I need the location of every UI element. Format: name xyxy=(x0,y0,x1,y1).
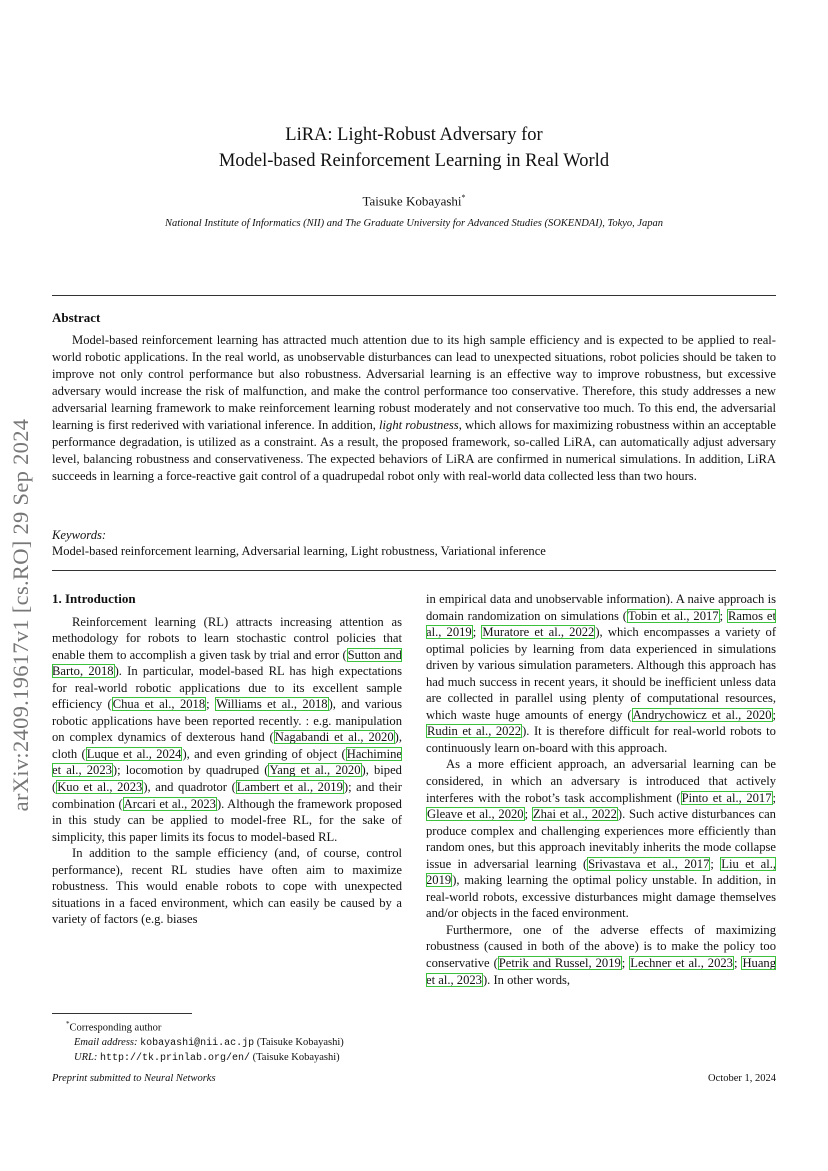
section-heading: 1. Introduction xyxy=(52,591,136,606)
email-link[interactable]: kobayashi@nii.ac.jp xyxy=(140,1037,255,1049)
citation-link[interactable]: Sutton and Barto, 2018 xyxy=(52,647,402,679)
url-link[interactable]: http://tk.prinlab.org/en/ xyxy=(99,1052,250,1064)
abstract-part-1: Model-based reinforcement learning has attracted much attention due to its high sample efficiency and is expected to be applied to real-world robotic applications. In the real world, as unobservable disturbances can lead to unexpected situations, robot policies should be taken to improve not only control performance but also robustness. Adversarial learning is an effective way to improve robustness, but excessive adversary would increase the risk of malfunction, and make the control performance too conservative. Therefore, this study addresses a new adversarial learning framework to make reinforcement learning robust moderately and not conservative too much. To this end, the adversarial learning is first rederived with variational inference. In addition, xyxy=(52,333,776,433)
citation-link[interactable]: Rudin et al., 2022 xyxy=(427,724,522,739)
citation-link[interactable]: Yang et al., 2020 xyxy=(269,763,361,778)
intro-paragraph-4: Furthermore, one of the adverse effects of maximizing robustness (caused in both of the above) is to make the policy too conservative (Petrik and Russel, 2019; Lechner et al., 2023; Huang et al., 2023). In other words, xyxy=(426,922,777,987)
left-column xyxy=(52,591,402,928)
affiliation: National Institute of Informatics (NII) and The Graduate University for Advanced Studies (SOKENDAI), Tokyo, Japan xyxy=(164,218,664,229)
footer-right: October 1, 2024 xyxy=(708,1073,776,1084)
email-label: Email address: xyxy=(74,1036,138,1048)
citation-link[interactable]: Chua et al., 2018 xyxy=(112,697,206,712)
citation-link[interactable]: Muratore et al., 2022 xyxy=(482,625,595,640)
top-rule xyxy=(52,295,776,296)
intro-paragraph-3: As a more efficient approach, an adversarial learning can be considered, in which an adversary is introduced that actively interferes with the robot’s task accomplishment (Pinto et al., 2017; Gleave et al., 2020; Zhai et al., 2022). Such active disturbances can produce complex and challenging experiences more efficiently than random ones, but this approach inevitably inherits the mode collapse issue in adversarial learning (Srivastava et al., 2017; Liu et al., 2019), making learning the optimal policy unstable. In addition, in real-world robots, excessive disturbances might damage themselves and/or objects in the faced environment. xyxy=(426,757,777,921)
keywords-heading: Keywords: xyxy=(52,528,107,542)
citation-link[interactable]: Ramos et al., 2019 xyxy=(426,608,776,640)
paper-title xyxy=(52,122,776,174)
intro-paragraph-1: Reinforcement learning (RL) attracts increasing attention as methodology for robots to learn stochastic control policies that enable them to accomplish a given task by trial and error (Sutton and Barto, 2018). In particular, model-based RL has high expectations for real-world robotic applications due to its excellent sample efficiency (Chua et al., 2018; Williams et al., 2018), and various robotic applications have been reported recently. : e.g. manipulation on complex dynamics of dexterous hand (Nagabandi et al., 2020), cloth (Luque et al., 2024), and even grinding of object (Hachimine et al., 2023); locomotion by quadruped (Yang et al., 2020), biped (Kuo et al., 2023), and quadrotor (Lambert et al., 2019); and their combination (Arcari et al., 2023). Although the framework proposed in this study can be applied to model-free RL, for the sake of simplicity, this paper limits its focus to model-based RL. xyxy=(52,614,403,844)
citation-link[interactable]: Luque et al., 2024 xyxy=(86,746,182,761)
intro-paragraph-2: In addition to the sample efficiency (and, of course, control performance), recent RL studies have often aim to maximize robustness. This would enable robots to cope with unexpected situations in a faced environment, which can easily be caused by a variety of factors (e.g. biases xyxy=(52,846,402,927)
footnote-mark: * xyxy=(66,1020,70,1028)
citation-link[interactable]: Nagabandi et al., 2020 xyxy=(274,730,394,745)
mid-rule xyxy=(52,570,776,571)
abstract-heading: Abstract xyxy=(52,310,101,325)
arxiv-id: arXiv:2409.19617v1 [cs.RO] 29 Sep 2024 xyxy=(8,418,33,812)
intro-paragraph-2-cont: in empirical data and unobservable information). A naive approach is domain randomization on simulations (Tobin et al., 2017; Ramos et al., 2019; Muratore et al., 2022), which encompasses a variety of optimal policies by learning from data experienced in simulations driven by various simulation parameters. Although this approach has had much success in recent years, it should be inefficient unless data are collected in parallel using plenty of computational resources, which waste huge amounts of energy (Andrychowicz et al., 2020; Rudin et al., 2022). It is therefore difficult for real-world robots to continuously learn on-board with this approach. xyxy=(426,592,777,755)
citation-link[interactable]: Liu et al., 2019 xyxy=(426,856,776,888)
title-line-2: Model-based Reinforcement Learning in Real World xyxy=(218,151,610,171)
citation-link[interactable]: Srivastava et al., 2017 xyxy=(588,856,710,871)
citation-link[interactable]: Zhai et al., 2022 xyxy=(532,807,617,822)
citation-link[interactable]: Huang et al., 2023 xyxy=(426,956,777,987)
abstract-text xyxy=(52,332,776,485)
abstract-emphasis: light robustness xyxy=(379,418,459,433)
citation-link[interactable]: Petrik and Russel, 2019 xyxy=(498,956,621,971)
citation-link[interactable]: Arcari et al., 2023 xyxy=(123,796,216,811)
citation-link[interactable]: Andrychowicz et al., 2020 xyxy=(632,707,772,722)
citation-link[interactable]: Hachimine et al., 2023 xyxy=(52,746,402,778)
author-name: Taisuke Kobayashi xyxy=(362,193,462,209)
footnote: *Corresponding author Email address: kobayashi@nii.ac.jp (Taisuke Kobayashi) URL: http://tk.prinlab.org/en/ (Taisuke Kobayashi) xyxy=(66,1020,344,1064)
right-column xyxy=(426,591,776,988)
footnote-rule xyxy=(52,1013,192,1014)
citation-link[interactable]: Tobin et al., 2017 xyxy=(628,608,719,623)
title-line-1: LiRA: Light-Robust Adversary for xyxy=(285,125,543,145)
citation-link[interactable]: Kuo et al., 2023 xyxy=(57,780,143,795)
arxiv-side-label xyxy=(0,350,42,880)
citation-link[interactable]: Williams et al., 2018 xyxy=(216,697,328,712)
author-line xyxy=(52,193,776,209)
abstract-part-2: , which allows for maximizing robustness within an acceptable performance degradation, is utilized as a constraint. As a result, the proposed framework, so-called LiRA, can automatically adjust adversary level, balancing robustness and conservativeness. The expected behaviors of LiRA are confirmed in numerical simulations. In addition, LiRA succeeds in learning a force-reactive gait control of a quadrupedal robot only with real-world data collected less than two hours. xyxy=(52,418,776,484)
footer-left: Preprint submitted to Neural Networks xyxy=(52,1073,216,1084)
url-label: URL: xyxy=(74,1051,98,1063)
citation-link[interactable]: Gleave et al., 2020 xyxy=(427,807,524,822)
author-footnote-mark[interactable]: * xyxy=(461,193,466,202)
citation-link[interactable]: Lechner et al., 2023 xyxy=(630,956,733,971)
citation-link[interactable]: Pinto et al., 2017 xyxy=(681,790,772,805)
footnote-corresponding: Corresponding author xyxy=(69,1022,162,1034)
keywords: Model-based reinforcement learning, Adversarial learning, Light robustness, Variational inference xyxy=(52,544,546,558)
citation-link[interactable]: Lambert et al., 2019 xyxy=(236,780,343,795)
